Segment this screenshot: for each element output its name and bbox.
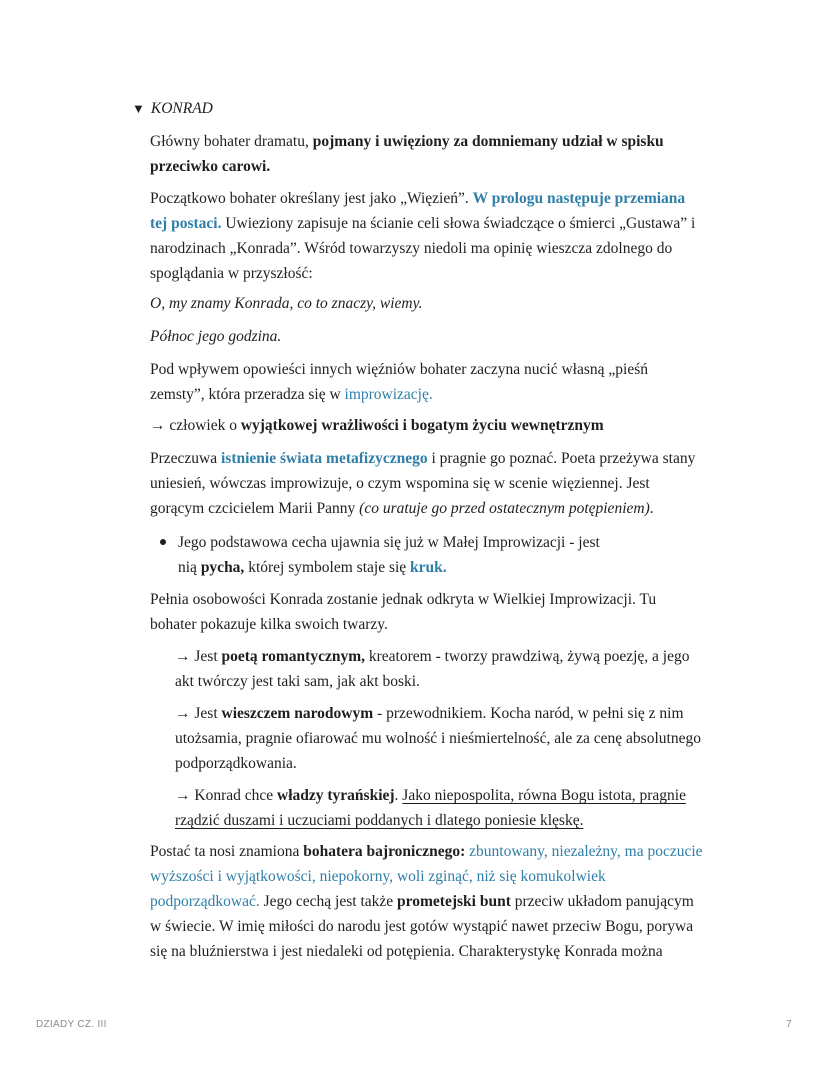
highlight-text: wyższości i wyjątkowości, niepokorny, woli zginąć, niż się komukolwiek <box>150 868 606 885</box>
text-run: Postać ta nosi znamiona <box>150 843 304 860</box>
text-run: . <box>394 787 403 804</box>
raven-link[interactable]: kruk. <box>410 559 447 576</box>
text-line <box>175 783 745 808</box>
text-run: Przeczuwa <box>150 450 221 467</box>
face-prophet <box>175 701 745 776</box>
text-line: uniesień, wówczas improwizuje, o czym wspomina się w scenie więziennej. Jest <box>150 475 650 492</box>
bullet-item <box>178 530 738 580</box>
highlight-text: podporządkować. <box>150 893 260 910</box>
text-line: w świecie. W imię miłości do narodu jest gotów wystąpić nawet przeciw Bogu, porywa <box>150 918 694 935</box>
song-paragraph <box>150 357 740 407</box>
quote-line-2: Północ jego godzina. <box>150 328 282 345</box>
metaphysics-paragraph <box>150 446 740 521</box>
bold-text: pojmany i uwięziony za domniemany udział w spisku <box>312 133 664 150</box>
text-line: narodzinach „Konrada”. Wśród towarzyszy niedoli ma opinię wieszcza zdolnego do <box>150 240 673 257</box>
text-run: → człowiek o <box>150 417 241 434</box>
face-tyrant <box>175 783 745 833</box>
text-line: spoglądania w przyszłość: <box>150 265 313 282</box>
bold-text: wyjątkowej wrażliwości i bogatym życiu wewnętrznym <box>240 417 604 434</box>
intro-paragraph <box>150 129 740 179</box>
prologue-paragraph <box>150 186 740 286</box>
section-heading[interactable] <box>132 96 213 121</box>
highlight-text: zbuntowany, niezależny, ma poczucie <box>465 843 703 860</box>
text-line <box>150 129 740 154</box>
bold-text: przeciwko carowi. <box>150 158 271 175</box>
text-line: podporządkowania. <box>175 755 297 772</box>
text-line <box>150 839 740 864</box>
quote-line-1: O, my znamy Konrada, co to znaczy, wiemy. <box>150 295 423 312</box>
arrow-paragraph <box>150 413 740 438</box>
text-run: gorącym czcicielem Marii Panny <box>150 500 360 517</box>
highlight-link[interactable]: W prologu następuje przemiana <box>472 190 686 207</box>
text-line <box>175 644 745 669</box>
text-line: akt twórczy jest taki sam, jak akt boski. <box>175 673 420 690</box>
text-run: → Konrad chce <box>175 787 277 804</box>
text-line: Pełnia osobowości Konrada zostanie jednak odkryta w Wielkiej Improwizacji. Tu <box>150 591 657 608</box>
text-line: się na bluźnierstwa i jest niedaleki od potępienia. Charakterystykę Konrada można <box>150 943 663 960</box>
text-run: kreatorem - tworzy prawdziwą, żywą poezję, a jego <box>365 648 690 665</box>
text-run: przeciw układom panującym <box>510 893 694 910</box>
text-run: → Jest <box>175 648 222 665</box>
page-number: 7 <box>786 1019 792 1030</box>
bold-text: poetą romantycznym, <box>221 648 365 665</box>
bullet-icon <box>160 539 166 545</box>
text-line <box>178 555 738 580</box>
bold-text: bohatera bajronicznego: <box>303 843 466 860</box>
text-line <box>150 889 740 914</box>
collapse-triangle-icon[interactable]: ▼ <box>132 101 145 116</box>
text-run: Jego cechą jest także <box>259 893 398 910</box>
text-run: . <box>649 500 654 517</box>
footer-title: DZIADY CZ. III <box>36 1019 107 1030</box>
text-line: bohater pokazuje kilka swoich twarzy. <box>150 616 388 633</box>
text-run: nią <box>178 559 201 576</box>
text-line <box>150 186 740 211</box>
bold-text: pycha, <box>200 559 245 576</box>
great-improvisation-paragraph <box>150 587 740 637</box>
text-run: Uwieziony zapisuje na ścianie celi słowa świadczące o śmierci „Gustawa” i <box>221 215 696 232</box>
text-line <box>150 211 740 236</box>
text-run: → Jest <box>175 705 222 722</box>
bold-text: władzy tyrańskiej <box>277 787 395 804</box>
section-title: KONRAD <box>150 100 213 117</box>
bold-text: prometejski bunt <box>397 893 511 910</box>
text-line <box>175 701 745 726</box>
text-run: której symbolem staje się <box>244 559 411 576</box>
text-run: Początkowo bohater określany jest jako „Więzień”. <box>150 190 473 207</box>
italic-text: (co uratuje go przed ostatecznym potępieniem) <box>359 500 650 517</box>
text-line <box>150 382 740 407</box>
text-line: utożsamia, pragnie ofiarować mu wolność i nieśmiertelność, ale za cenę absolutnego <box>175 730 701 747</box>
text-run: Główny bohater dramatu, <box>150 133 313 150</box>
byronic-paragraph <box>150 839 740 964</box>
underlined-text: rządzić duszami i uczuciami poddanych i dlatego poniesie klęskę. <box>175 812 584 829</box>
text-line: Pod wpływem opowieści innych więźniów bohater zaczyna nucić własną „pieśń <box>150 361 648 378</box>
improvisation-link[interactable]: improwizację. <box>344 386 433 403</box>
highlight-link[interactable]: istnienie świata metafizycznego <box>221 450 428 467</box>
text-run: i pragnie go poznać. Poeta przeżywa stany <box>427 450 696 467</box>
bold-text: wieszczem narodowym <box>221 705 374 722</box>
text-line <box>150 446 740 471</box>
highlight-link[interactable]: tej postaci. <box>150 215 222 232</box>
text-line <box>150 496 740 521</box>
text-line: Jego podstawowa cecha ujawnia się już w Małej Improwizacji - jest <box>178 534 600 551</box>
face-poet <box>175 644 745 694</box>
underlined-text: Jako niepospolita, równa Bogu istota, pragnie <box>402 787 686 804</box>
text-run: zemsty”, która przeradza się w <box>150 386 345 403</box>
text-run: - przewodnikiem. Kocha naród, w pełni się z nim <box>373 705 684 722</box>
